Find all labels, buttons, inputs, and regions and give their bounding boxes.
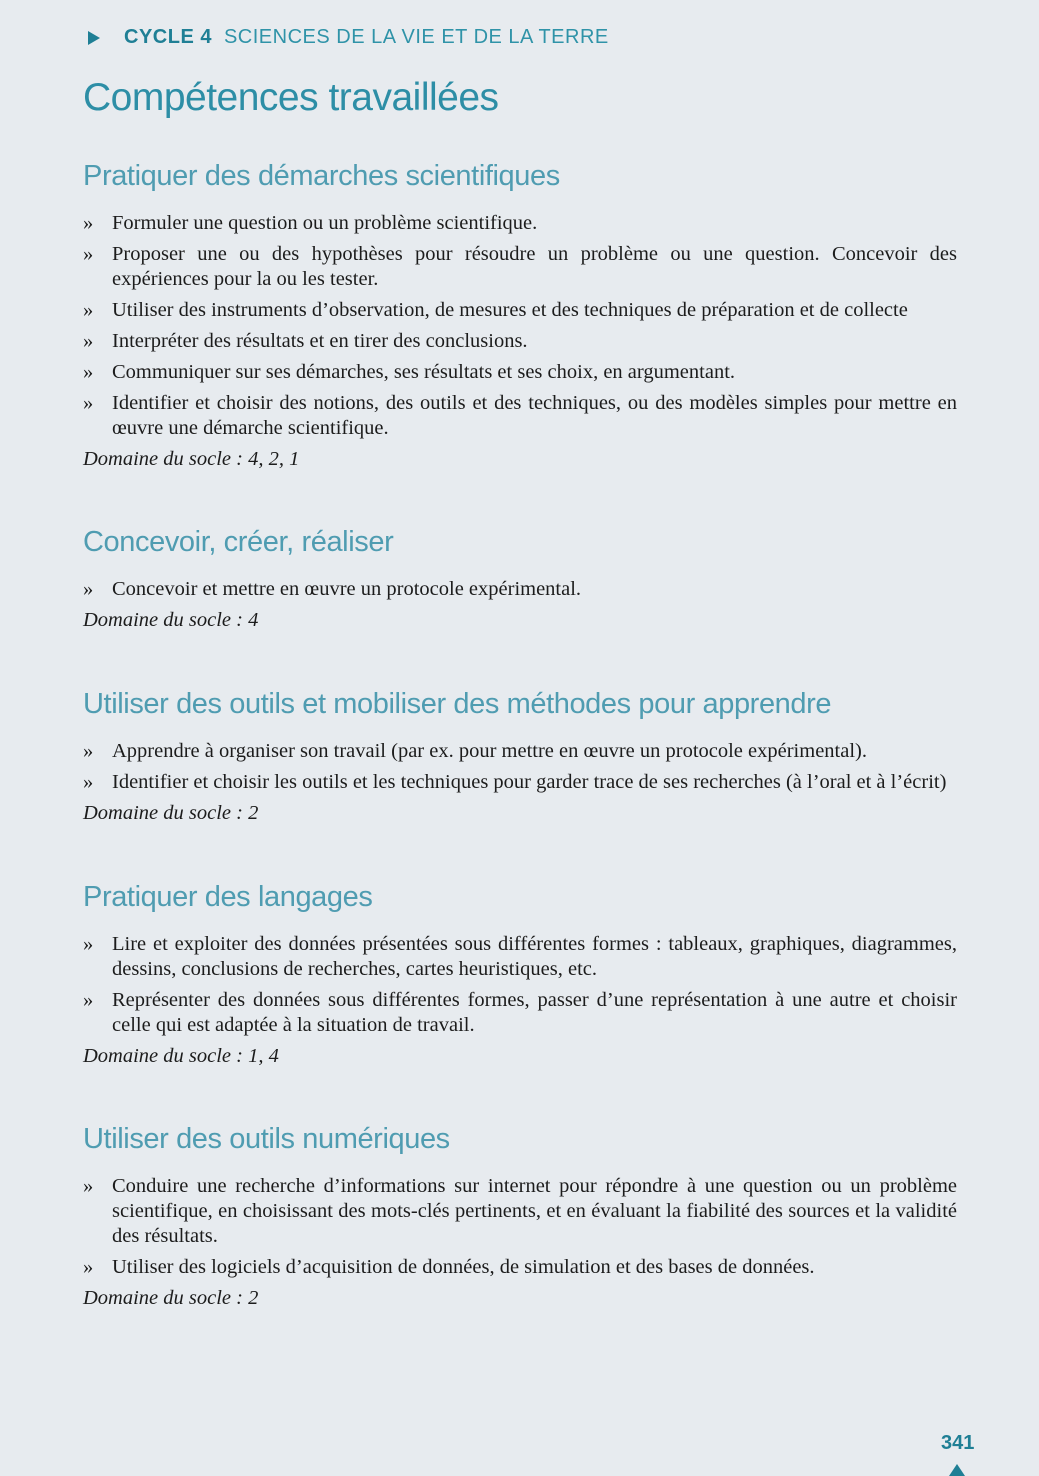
running-header [88, 26, 609, 49]
subject-label: SCIENCES DE LA VIE ET DE LA TERRE [223, 26, 609, 48]
list-item-text: Identifier et choisir les outils et les techniques pour garder trace de ses recherches (à l’oral et à l’écrit) [112, 771, 947, 793]
section-pratiquer-langages [83, 881, 957, 1069]
list-item [83, 391, 957, 441]
section-concevoir-creer [83, 526, 957, 633]
list-item [83, 329, 957, 354]
list-item-text: Concevoir et mettre en œuvre un protocole expérimental. [112, 578, 582, 600]
list-item-text: Utiliser des instruments d’observation, de mesures et des techniques de préparation et de collecte [112, 299, 908, 321]
section-title: Concevoir, créer, réaliser [83, 526, 394, 558]
competence-list [83, 932, 957, 1038]
bullet-icon: » [83, 1256, 94, 1278]
play-arrow-icon [88, 31, 100, 45]
domain-du-socle: Domaine du socle : 2 [83, 1287, 259, 1309]
competence-list [83, 739, 957, 795]
section-outils-numeriques [83, 1123, 957, 1311]
list-item-text: Formuler une question ou un problème scientifique. [112, 212, 538, 234]
competence-list [83, 211, 957, 441]
bullet-icon: » [83, 1175, 94, 1197]
list-item [83, 298, 957, 323]
page-number: 341 [941, 1432, 975, 1454]
list-item [83, 770, 957, 795]
list-item-text: Apprendre à organiser son travail (par ex. pour mettre en œuvre un protocole expérimental). [112, 740, 867, 762]
cycle-label: CYCLE 4 [124, 26, 212, 48]
list-item-text: Représenter des données sous différentes formes, passer d’une représentation à une autre et choisir celle qui est adaptée à la situation de travail. [112, 989, 957, 1036]
bullet-icon: » [83, 212, 94, 234]
list-item-text: Proposer une ou des hypothèses pour résoudre un problème ou une question. Concevoir des expériences pour la ou les tester. [112, 243, 957, 290]
domain-du-socle: Domaine du socle : 1, 4 [83, 1045, 279, 1067]
page-title: Compétences travaillées [83, 76, 499, 119]
list-item-text: Utiliser des logiciels d’acquisition de données, de simulation et des bases de données. [112, 1256, 815, 1278]
list-item [83, 360, 957, 385]
triangle-up-icon [949, 1464, 965, 1476]
list-item [83, 988, 957, 1038]
list-item-text: Communiquer sur ses démarches, ses résultats et ses choix, en argumentant. [112, 361, 736, 383]
bullet-icon: » [83, 989, 94, 1011]
list-item [83, 211, 957, 236]
list-item [83, 739, 957, 764]
section-title: Utiliser des outils et mobiliser des méthodes pour apprendre [83, 688, 832, 720]
section-title: Pratiquer des démarches scientifiques [83, 160, 560, 192]
bullet-icon: » [83, 392, 94, 414]
bullet-icon: » [83, 578, 94, 600]
list-item [83, 577, 957, 602]
domain-du-socle: Domaine du socle : 2 [83, 802, 259, 824]
bullet-icon: » [83, 330, 94, 352]
bullet-icon: » [83, 740, 94, 762]
domain-du-socle: Domaine du socle : 4, 2, 1 [83, 448, 300, 470]
bullet-icon: » [83, 243, 94, 265]
competence-list [83, 1174, 957, 1280]
section-outils-methodes [83, 688, 957, 826]
list-item-text: Identifier et choisir des notions, des outils et des techniques, ou des modèles simples pour mettre en œuvre une démarche scientifique. [112, 392, 957, 439]
section-title: Utiliser des outils numériques [83, 1123, 450, 1155]
competence-list [83, 577, 957, 602]
list-item [83, 1255, 957, 1280]
list-item-text: Lire et exploiter des données présentées sous différentes formes : tableaux, graphiques, diagrammes, dessins, conclusions de recherches, cartes heuristiques, etc. [112, 933, 957, 980]
list-item-text: Interpréter des résultats et en tirer des conclusions. [112, 330, 528, 352]
list-item [83, 242, 957, 292]
domain-du-socle: Domaine du socle : 4 [83, 609, 259, 631]
section-pratiquer-demarches [83, 160, 957, 472]
section-title: Pratiquer des langages [83, 881, 373, 913]
list-item [83, 932, 957, 982]
list-item-text: Conduire une recherche d’informations sur internet pour répondre à une question ou un problème scientifique, en choisissant des mots-clés pertinents, et en évaluant la fiabilité des sources et la validité des résultats. [112, 1175, 957, 1247]
bullet-icon: » [83, 933, 94, 955]
bullet-icon: » [83, 771, 94, 793]
bullet-icon: » [83, 299, 94, 321]
list-item [83, 1174, 957, 1249]
bullet-icon: » [83, 361, 94, 383]
